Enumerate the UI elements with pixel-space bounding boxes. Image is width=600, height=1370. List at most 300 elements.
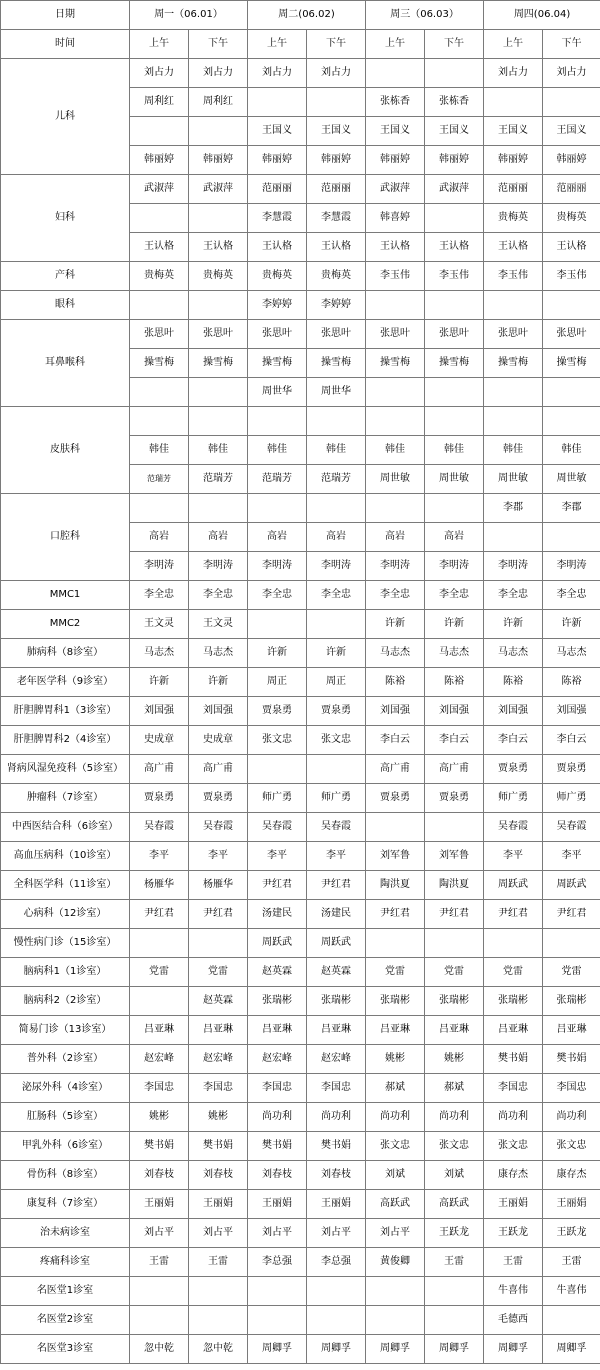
schedule-row	[1, 1045, 600, 1074]
doctor-cell: 范瑞芳	[189, 465, 248, 494]
doctor-cell: 樊书娟	[248, 1132, 307, 1161]
department-name: 名医堂2诊室	[1, 1306, 130, 1335]
doctor-cell: 王认格	[248, 233, 307, 262]
doctor-cell: 李明涛	[543, 552, 600, 581]
doctor-cell: 李全忠	[248, 581, 307, 610]
doctor-cell	[189, 378, 248, 407]
schedule-row	[1, 958, 600, 987]
pm-label: 下午	[543, 30, 600, 59]
doctor-cell: 周卿孚	[366, 1335, 425, 1364]
doctor-cell: 操雪梅	[425, 349, 484, 378]
doctor-cell: 周跃武	[484, 871, 543, 900]
doctor-cell: 王雷	[130, 1248, 189, 1277]
doctor-cell: 韩佳	[543, 436, 600, 465]
doctor-cell: 汤建民	[248, 900, 307, 929]
doctor-cell: 操雪梅	[189, 349, 248, 378]
department-name: 甲乳外科（6诊室）	[1, 1132, 130, 1161]
doctor-cell: 杨雁华	[189, 871, 248, 900]
doctor-cell: 尹红君	[366, 900, 425, 929]
schedule-row	[1, 291, 600, 320]
doctor-cell: 周利红	[130, 88, 189, 117]
doctor-cell	[366, 407, 425, 436]
doctor-cell: 李国忠	[248, 1074, 307, 1103]
doctor-cell: 郝斌	[366, 1074, 425, 1103]
doctor-cell: 刘占力	[484, 59, 543, 88]
department-name: 产科	[1, 262, 130, 291]
doctor-cell	[307, 407, 366, 436]
doctor-cell: 赵英霖	[248, 958, 307, 987]
doctor-cell: 牛喜伟	[484, 1277, 543, 1306]
doctor-cell: 王雷	[543, 1248, 600, 1277]
doctor-cell	[248, 494, 307, 523]
doctor-cell: 马志杰	[130, 639, 189, 668]
doctor-cell: 陶洪夏	[366, 871, 425, 900]
doctor-cell: 刘占平	[307, 1219, 366, 1248]
doctor-cell: 马志杰	[543, 639, 600, 668]
doctor-cell: 李平	[307, 842, 366, 871]
doctor-cell	[248, 88, 307, 117]
doctor-cell: 贵梅英	[543, 204, 600, 233]
doctor-cell	[425, 407, 484, 436]
doctor-cell: 赵宏峰	[248, 1045, 307, 1074]
doctor-cell: 刘国强	[484, 697, 543, 726]
doctor-cell: 李慧霞	[248, 204, 307, 233]
doctor-cell: 刘占力	[189, 59, 248, 88]
doctor-cell: 刘占平	[130, 1219, 189, 1248]
doctor-cell: 操雪梅	[307, 349, 366, 378]
doctor-cell: 李明涛	[130, 552, 189, 581]
doctor-cell: 操雪梅	[130, 349, 189, 378]
doctor-cell: 范丽丽	[484, 175, 543, 204]
doctor-cell: 周世敏	[484, 465, 543, 494]
doctor-cell: 高广甫	[366, 755, 425, 784]
doctor-cell: 吕亚琳	[366, 1016, 425, 1045]
department-name: 骨伤科（8诊室）	[1, 1161, 130, 1190]
doctor-cell: 周正	[307, 668, 366, 697]
doctor-cell: 史成章	[130, 726, 189, 755]
doctor-cell	[366, 59, 425, 88]
doctor-cell: 李白云	[543, 726, 600, 755]
doctor-cell: 忽中乾	[189, 1335, 248, 1364]
doctor-cell: 马志杰	[484, 639, 543, 668]
doctor-cell: 赵宏峰	[307, 1045, 366, 1074]
doctor-cell: 张瑞彬	[366, 987, 425, 1016]
doctor-cell: 王丽娟	[130, 1190, 189, 1219]
doctor-cell: 周利红	[189, 88, 248, 117]
doctor-cell: 姚彬	[366, 1045, 425, 1074]
doctor-cell: 韩丽婷	[543, 146, 600, 175]
doctor-cell: 操雪梅	[484, 349, 543, 378]
doctor-cell: 李玉伟	[484, 262, 543, 291]
doctor-cell: 樊书娟	[130, 1132, 189, 1161]
schedule-row	[1, 784, 600, 813]
doctor-cell: 刘春枝	[307, 1161, 366, 1190]
schedule-row	[1, 1219, 600, 1248]
doctor-cell: 刘军鲁	[366, 842, 425, 871]
doctor-cell	[484, 523, 543, 552]
doctor-cell: 贾泉勇	[307, 697, 366, 726]
department-name: 皮肤科	[1, 407, 130, 494]
doctor-cell: 王雷	[484, 1248, 543, 1277]
schedule-row	[1, 639, 600, 668]
doctor-cell	[425, 929, 484, 958]
doctor-cell: 周卿孚	[484, 1335, 543, 1364]
doctor-cell: 刘春枝	[189, 1161, 248, 1190]
doctor-cell	[425, 494, 484, 523]
doctor-cell: 范丽丽	[307, 175, 366, 204]
doctor-cell	[130, 291, 189, 320]
am-label: 上午	[130, 30, 189, 59]
doctor-cell: 陈裕	[425, 668, 484, 697]
doctor-cell	[307, 610, 366, 639]
doctor-cell	[366, 929, 425, 958]
doctor-cell: 高广甫	[425, 755, 484, 784]
doctor-cell: 刘占平	[248, 1219, 307, 1248]
doctor-cell: 李全忠	[189, 581, 248, 610]
schedule-row	[1, 900, 600, 929]
doctor-cell: 李全忠	[130, 581, 189, 610]
doctor-cell: 张思叶	[484, 320, 543, 349]
doctor-cell: 王认格	[189, 233, 248, 262]
doctor-cell: 王国义	[366, 117, 425, 146]
doctor-cell	[484, 88, 543, 117]
doctor-cell: 贵梅英	[130, 262, 189, 291]
doctor-cell: 张瑞彬	[425, 987, 484, 1016]
doctor-cell: 李全忠	[425, 581, 484, 610]
doctor-cell: 高岩	[189, 523, 248, 552]
doctor-cell: 韩佳	[130, 436, 189, 465]
schedule-row	[1, 262, 600, 291]
doctor-cell: 贾泉勇	[130, 784, 189, 813]
doctor-cell: 李总强	[307, 1248, 366, 1277]
doctor-cell: 刘占力	[543, 59, 600, 88]
doctor-cell: 高跃武	[425, 1190, 484, 1219]
doctor-cell: 王丽娟	[543, 1190, 600, 1219]
doctor-cell: 操雪梅	[248, 349, 307, 378]
department-name: 高血压病科（10诊室）	[1, 842, 130, 871]
doctor-cell: 王文灵	[189, 610, 248, 639]
doctor-cell: 周跃武	[307, 929, 366, 958]
doctor-cell: 吕亚琳	[189, 1016, 248, 1045]
doctor-cell: 李总强	[248, 1248, 307, 1277]
doctor-cell	[484, 378, 543, 407]
doctor-cell: 王国义	[307, 117, 366, 146]
doctor-cell: 韩丽婷	[366, 146, 425, 175]
doctor-cell: 贾泉勇	[543, 755, 600, 784]
doctor-cell: 刘占力	[130, 59, 189, 88]
schedule-row	[1, 1016, 600, 1045]
doctor-cell: 尹红君	[484, 900, 543, 929]
doctor-cell: 党雷	[543, 958, 600, 987]
doctor-cell: 吕亚琳	[425, 1016, 484, 1045]
schedule-row	[1, 581, 600, 610]
doctor-cell: 赵宏峰	[189, 1045, 248, 1074]
doctor-cell: 陶洪夏	[425, 871, 484, 900]
doctor-cell: 吴春霞	[189, 813, 248, 842]
day-header-wed: 周三（06.03）	[366, 1, 484, 30]
doctor-cell: 尹红君	[425, 900, 484, 929]
doctor-cell: 李全忠	[307, 581, 366, 610]
doctor-cell: 张文忠	[307, 726, 366, 755]
doctor-cell: 贾泉勇	[248, 697, 307, 726]
schedule-row	[1, 407, 600, 436]
doctor-cell	[130, 407, 189, 436]
schedule-row	[1, 1132, 600, 1161]
doctor-cell: 周卿孚	[543, 1335, 600, 1364]
doctor-cell: 张文忠	[484, 1132, 543, 1161]
doctor-cell	[189, 929, 248, 958]
doctor-cell: 马志杰	[366, 639, 425, 668]
doctor-cell: 王国义	[425, 117, 484, 146]
doctor-cell	[248, 1277, 307, 1306]
schedule-row	[1, 175, 600, 204]
doctor-cell	[130, 494, 189, 523]
doctor-cell: 党雷	[189, 958, 248, 987]
doctor-cell	[307, 88, 366, 117]
doctor-cell: 李玉伟	[366, 262, 425, 291]
doctor-cell: 李明涛	[189, 552, 248, 581]
doctor-cell: 韩喜婷	[366, 204, 425, 233]
doctor-cell: 吕亚琳	[248, 1016, 307, 1045]
doctor-cell: 吴春霞	[248, 813, 307, 842]
doctor-cell: 李国忠	[307, 1074, 366, 1103]
doctor-cell: 韩丽婷	[307, 146, 366, 175]
doctor-cell	[543, 88, 600, 117]
doctor-cell: 周世华	[248, 378, 307, 407]
doctor-cell: 韩丽婷	[484, 146, 543, 175]
doctor-cell: 赵英霖	[189, 987, 248, 1016]
doctor-cell: 王文灵	[130, 610, 189, 639]
am-label: 上午	[366, 30, 425, 59]
doctor-cell: 李国忠	[130, 1074, 189, 1103]
doctor-cell: 韩丽婷	[425, 146, 484, 175]
doctor-cell: 韩佳	[366, 436, 425, 465]
doctor-cell: 许新	[484, 610, 543, 639]
doctor-cell: 李玉伟	[543, 262, 600, 291]
doctor-cell: 刘占平	[189, 1219, 248, 1248]
doctor-cell: 韩丽婷	[248, 146, 307, 175]
doctor-cell: 忽中乾	[130, 1335, 189, 1364]
doctor-cell: 许新	[130, 668, 189, 697]
doctor-cell: 李平	[130, 842, 189, 871]
department-name: 全科医学科（11诊室）	[1, 871, 130, 900]
doctor-cell: 康存杰	[543, 1161, 600, 1190]
doctor-cell: 史成章	[189, 726, 248, 755]
doctor-cell: 李全忠	[366, 581, 425, 610]
doctor-cell: 吕亚琳	[484, 1016, 543, 1045]
doctor-cell	[425, 378, 484, 407]
schedule-row	[1, 1335, 600, 1364]
doctor-cell	[425, 204, 484, 233]
doctor-cell	[543, 291, 600, 320]
doctor-cell: 王国义	[248, 117, 307, 146]
doctor-cell: 张思叶	[248, 320, 307, 349]
doctor-cell: 张思叶	[366, 320, 425, 349]
doctor-cell: 周世华	[307, 378, 366, 407]
doctor-cell	[307, 494, 366, 523]
doctor-cell: 刘军鲁	[425, 842, 484, 871]
department-name: 肾病风湿免疫科（5诊室）	[1, 755, 130, 784]
doctor-cell: 李全忠	[484, 581, 543, 610]
doctor-cell: 李玉伟	[425, 262, 484, 291]
am-label: 上午	[484, 30, 543, 59]
doctor-cell: 刘占力	[248, 59, 307, 88]
doctor-cell: 李明涛	[307, 552, 366, 581]
doctor-cell: 杨雁华	[130, 871, 189, 900]
department-name: 普外科（2诊室）	[1, 1045, 130, 1074]
doctor-cell: 许新	[189, 668, 248, 697]
doctor-cell: 刘国强	[366, 697, 425, 726]
doctor-cell	[130, 1277, 189, 1306]
schedule-row	[1, 59, 600, 88]
doctor-cell: 尚功利	[248, 1103, 307, 1132]
doctor-cell	[366, 1306, 425, 1335]
doctor-cell: 高广甫	[189, 755, 248, 784]
doctor-cell: 贾泉勇	[425, 784, 484, 813]
doctor-cell: 王丽娟	[248, 1190, 307, 1219]
doctor-cell: 樊书娟	[543, 1045, 600, 1074]
doctor-cell: 康存杰	[484, 1161, 543, 1190]
doctor-cell	[366, 813, 425, 842]
doctor-cell: 韩丽婷	[189, 146, 248, 175]
schedule-row	[1, 1248, 600, 1277]
doctor-cell: 姚彬	[189, 1103, 248, 1132]
schedule-row	[1, 842, 600, 871]
doctor-cell: 李白云	[425, 726, 484, 755]
schedule-row	[1, 697, 600, 726]
date-label: 日期	[1, 1, 130, 30]
doctor-cell: 武淑萍	[366, 175, 425, 204]
pm-label: 下午	[425, 30, 484, 59]
doctor-cell: 李国忠	[484, 1074, 543, 1103]
doctor-cell	[543, 929, 600, 958]
doctor-cell: 刘斌	[425, 1161, 484, 1190]
doctor-cell: 贵梅英	[189, 262, 248, 291]
day-header-mon: 周一（06.01）	[130, 1, 248, 30]
department-name: 心病科（12诊室）	[1, 900, 130, 929]
doctor-cell	[484, 291, 543, 320]
doctor-cell: 张栋香	[425, 88, 484, 117]
doctor-cell: 许新	[543, 610, 600, 639]
doctor-cell	[248, 610, 307, 639]
doctor-cell	[248, 755, 307, 784]
department-name: 肝胆脾胃科1（3诊室）	[1, 697, 130, 726]
doctor-cell: 张思叶	[307, 320, 366, 349]
department-name: 肛肠科（5诊室）	[1, 1103, 130, 1132]
doctor-cell: 党雷	[366, 958, 425, 987]
doctor-cell: 姚彬	[130, 1103, 189, 1132]
doctor-cell	[307, 1306, 366, 1335]
doctor-cell: 吕亚琳	[130, 1016, 189, 1045]
doctor-cell: 尹红君	[130, 900, 189, 929]
doctor-cell: 陈裕	[543, 668, 600, 697]
doctor-cell: 马志杰	[425, 639, 484, 668]
doctor-cell	[425, 291, 484, 320]
doctor-cell	[425, 59, 484, 88]
doctor-cell: 李婷婷	[307, 291, 366, 320]
department-name: 名医堂1诊室	[1, 1277, 130, 1306]
doctor-cell: 王丽娟	[189, 1190, 248, 1219]
doctor-cell: 师广勇	[484, 784, 543, 813]
doctor-cell: 赵英霖	[307, 958, 366, 987]
doctor-cell	[189, 407, 248, 436]
doctor-cell: 张思叶	[543, 320, 600, 349]
doctor-cell	[425, 1277, 484, 1306]
doctor-cell: 尚功利	[366, 1103, 425, 1132]
doctor-cell	[307, 1277, 366, 1306]
doctor-cell: 党雷	[484, 958, 543, 987]
doctor-cell: 刘占力	[307, 59, 366, 88]
doctor-cell: 王认格	[366, 233, 425, 262]
doctor-cell: 吴春霞	[484, 813, 543, 842]
doctor-cell: 刘国强	[425, 697, 484, 726]
doctor-cell: 李明涛	[366, 552, 425, 581]
day-header-tue: 周二(06.02)	[248, 1, 366, 30]
doctor-cell: 王认格	[425, 233, 484, 262]
doctor-cell: 王认格	[130, 233, 189, 262]
doctor-cell: 汤建民	[307, 900, 366, 929]
department-name: 治未病诊室	[1, 1219, 130, 1248]
time-label: 时间	[1, 30, 130, 59]
doctor-cell: 陈裕	[366, 668, 425, 697]
schedule-row	[1, 871, 600, 900]
doctor-cell: 范瑞芳	[307, 465, 366, 494]
department-name: MMC1	[1, 581, 130, 610]
doctor-cell	[189, 291, 248, 320]
doctor-cell: 王丽娟	[307, 1190, 366, 1219]
pm-label: 下午	[189, 30, 248, 59]
doctor-cell: 李白云	[484, 726, 543, 755]
doctor-cell: 高岩	[307, 523, 366, 552]
doctor-cell: 马志杰	[189, 639, 248, 668]
department-name: 中西医结合科（6诊室）	[1, 813, 130, 842]
doctor-cell: 尹红君	[248, 871, 307, 900]
doctor-cell: 党雷	[425, 958, 484, 987]
doctor-cell: 张瑞彬	[484, 987, 543, 1016]
doctor-cell: 赵宏峰	[130, 1045, 189, 1074]
doctor-cell: 王跃龙	[484, 1219, 543, 1248]
doctor-cell: 王认格	[307, 233, 366, 262]
doctor-cell: 姚彬	[425, 1045, 484, 1074]
department-name: 妇科	[1, 175, 130, 262]
doctor-cell: 李白云	[366, 726, 425, 755]
doctor-cell: 师广勇	[307, 784, 366, 813]
department-name: 疼痛科诊室	[1, 1248, 130, 1277]
doctor-cell: 刘斌	[366, 1161, 425, 1190]
doctor-cell: 尹红君	[543, 900, 600, 929]
doctor-cell: 党雷	[130, 958, 189, 987]
am-label: 上午	[248, 30, 307, 59]
doctor-cell: 李明涛	[248, 552, 307, 581]
department-name: 儿科	[1, 59, 130, 175]
department-name: 口腔科	[1, 494, 130, 581]
doctor-cell: 刘春枝	[248, 1161, 307, 1190]
doctor-cell: 刘占平	[366, 1219, 425, 1248]
doctor-cell: 周卿孚	[248, 1335, 307, 1364]
doctor-cell: 吴春霞	[543, 813, 600, 842]
department-name: 耳鼻喉科	[1, 320, 130, 407]
doctor-cell	[189, 494, 248, 523]
doctor-cell: 贾泉勇	[366, 784, 425, 813]
doctor-cell: 王认格	[484, 233, 543, 262]
doctor-cell: 李郡	[484, 494, 543, 523]
doctor-cell: 吴春霞	[130, 813, 189, 842]
doctor-cell: 李慧霞	[307, 204, 366, 233]
doctor-cell: 张思叶	[425, 320, 484, 349]
department-name: 康复科（7诊室）	[1, 1190, 130, 1219]
schedule-row	[1, 726, 600, 755]
schedule-row	[1, 1103, 600, 1132]
